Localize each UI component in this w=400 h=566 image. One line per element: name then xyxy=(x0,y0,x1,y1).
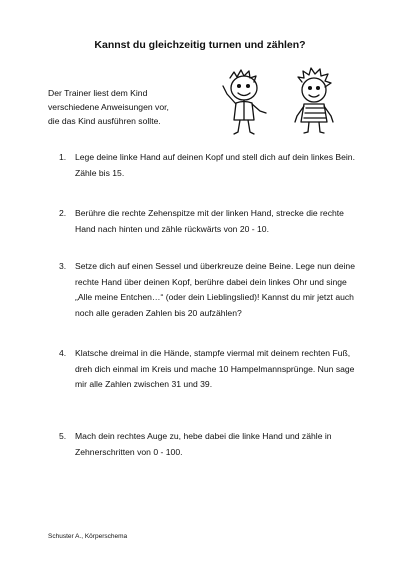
task-text: Mach dein rechtes Auge zu, hebe dabei die linke Hand und zähle in Zehnerschritten von 0 - 100. xyxy=(75,431,332,457)
footer-credit: Schuster A., Körperschema xyxy=(48,533,128,540)
intro-line: die das Kind ausführen sollte. xyxy=(48,116,161,126)
intro-line: Der Trainer liest dem Kind xyxy=(48,88,148,98)
task-text: Berühre die rechte Zehenspitze mit der linken Hand, strecke die rechte Hand nach hinten und zähle rückwärts von 20 - 10. xyxy=(75,208,344,234)
child-right-drawing xyxy=(295,68,333,133)
task-text: Klatsche dreimal in die Hände, stampfe viermal mit deinem rechten Fuß, dreh dich einmal im Kreis und mache 10 Hampelmannsprünge. Nun sage mir alle Zahlen zwischen 31 und 39. xyxy=(75,348,355,390)
task-number: 3. xyxy=(59,261,67,271)
intro-line: verschiedene Anweisungen vor, xyxy=(48,102,169,112)
task-number: 5. xyxy=(59,431,67,441)
task-number: 4. xyxy=(59,348,67,358)
children-illustration xyxy=(214,66,354,138)
task-number: 2. xyxy=(59,208,67,218)
intro-text xyxy=(48,86,208,128)
child-left-drawing xyxy=(223,70,266,134)
task-text: Setze dich auf einen Sessel und überkreuze deine Beine. Lege nun deine rechte Hand über deinen Kopf, berühre dabei dein linkes Ohr und singe „Alle meine Entchen…“ (oder dein Lieblingslied)! Kannst du mir jetzt auch noch alle geraden Zahlen bis 20 aufzählen? xyxy=(75,261,355,318)
page-title: Kannst du gleichzeitig turnen und zählen? xyxy=(94,39,306,51)
task-text: Lege deine linke Hand auf deinen Kopf und stell dich auf dein linkes Bein. Zähle bis 15. xyxy=(75,152,355,178)
task-number: 1. xyxy=(59,152,67,162)
